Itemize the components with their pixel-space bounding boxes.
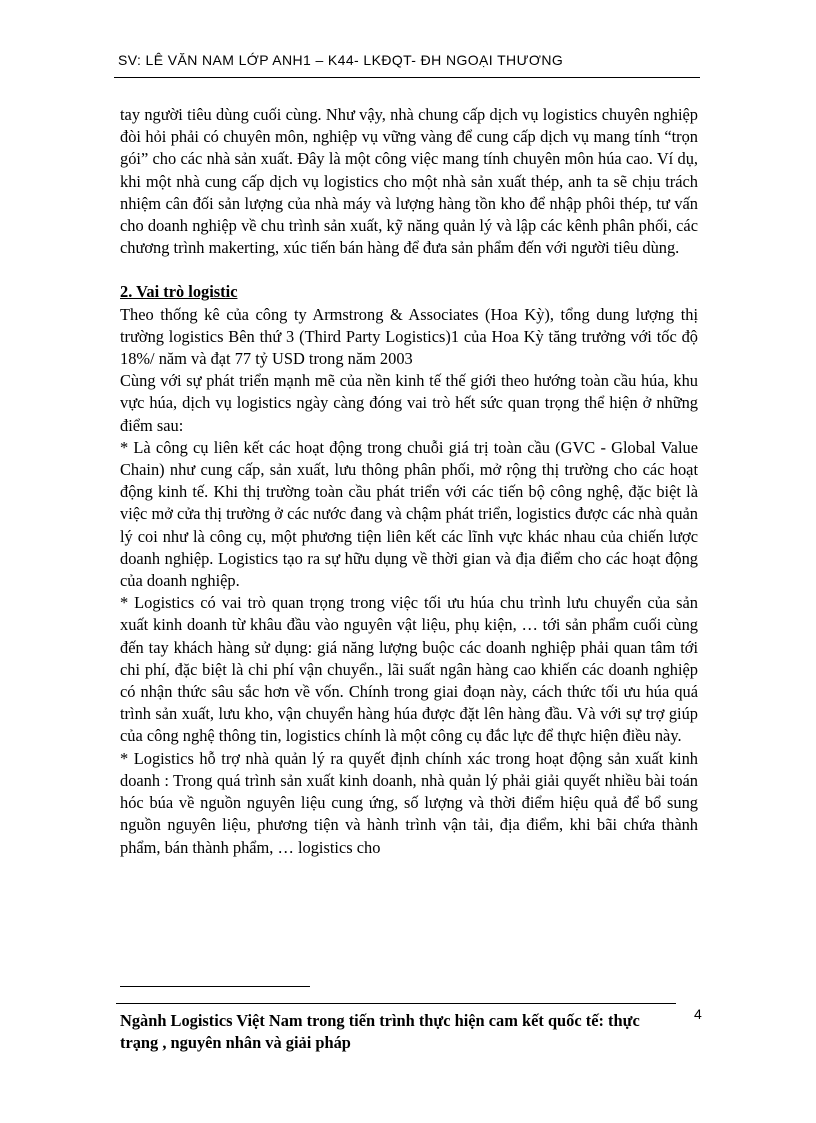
running-header: SV: LÊ VĂN NAM LỚP ANH1 – K44- LKĐQT- ĐH NGOẠI THƯƠNG xyxy=(118,52,564,68)
paragraph: * Logistics có vai trò quan trọng trong việc tối ưu húa chu trình lưu chuyển của sản xuất kinh doanh từ khâu đầu vào nguyên vật liệu, phụ kiện, … tới sản phẩm cuối cùng đến tay khách hàng sử dụng: giá năng lượng buộc các doanh nghiệp phải quan tâm tới chi phí, đặc biệt là chi phí vận chuyển., lãi suất ngân hàng cao khiến các doanh nghiệp có nhận thức sâu sắc hơn về vốn. Chính trong giai đoạn này, cách thức tối ưu húa quá trình sản xuất, lưu kho, vận chuyển hàng húa được đặt lên hàng đầu. Và với sự trợ giúp của công nghệ thông tin, logistics chính là một công cụ đắc lực để thực hiện điều này. xyxy=(120,593,698,746)
header-divider xyxy=(114,77,700,78)
section-heading: 2. Vai trò logistic xyxy=(120,282,238,302)
footer-divider xyxy=(116,1003,676,1004)
page-number: 4 xyxy=(694,1006,702,1022)
paragraph: * Là công cụ liên kết các hoạt động trong chuỗi giá trị toàn cầu (GVC - Global Value Chain) như cung cấp, sản xuất, lưu thông phân phối, mở rộng thị trường cho các hoạt động kinh tế. Khi thị trường toàn cầu phát triển với các tiến bộ công nghệ, đặc biệt là việc mở cửa thị trường ở các nước đang và chậm phát triển, logistics được các nhà quản lý coi như là công cụ, một phương tiện liên kết các lĩnh vực khác nhau của chiến lược doanh nghiệp. Logistics tạo ra sự hữu dụng về thời gian và địa điểm cho các hoạt động của doanh nghiệp. xyxy=(120,437,698,591)
paragraph: Cùng với sự phát triển mạnh mẽ của nền kinh tế thế giới theo hướng toàn cầu húa, khu vực húa, dịch vụ logistics ngày càng đóng vai trò hết sức quan trọng thể hiện ở những điểm sau: xyxy=(120,371,698,435)
paragraph: * Logistics hỗ trợ nhà quản lý ra quyết định chính xác trong hoạt động sản xuất kinh doanh : Trong quá trình sản xuất kinh doanh, nhà quản lý phải giải quyết nhiều bài toán hóc búa về nguồn nguyên liệu cung ứng, số lượng và thời điểm hiệu quả để bổ sung nguồn nguyên liệu, phương tiện và hành trình vận tải, địa điểm, khi bãi chứa thành phẩm, bán thành phẩm, … logistics cho xyxy=(120,748,698,857)
paragraph: tay người tiêu dùng cuối cùng. Như vậy, nhà chung cấp dịch vụ logistics chuyên nghiệp đòi hỏi phải có chuyên môn, nghiệp vụ vững vàng để cung cấp dịch vụ mang tính “trọn gói” cho các nhà sản xuất. Đây là một công việc mang tính chuyên môn húa cao. Ví dụ, khi một nhà cung cấp dịch vụ logistics cho một nhà sản xuất thép, anh ta sẽ chịu trách nhiệm cân đối sản lượng của nhà máy và lượng hàng tồn kho để nhập phôi thép, tư vấn cho doanh nghiệp về chu trình sản xuất, kỹ năng quản lý và lập các kênh phân phối, các chương trình makerting, xúc tiến bán hàng để đưa sản phẩm đến với người tiêu dùng. xyxy=(120,105,698,258)
paragraph: Theo thống kê của công ty Armstrong & Associates (Hoa Kỳ), tổng dung lượng thị trường logistics Bên thứ 3 (Third Party Logistics)1 của Hoa Kỳ tăng trưởng với tốc độ 18%/ năm và đạt 77 tỷ USD trong năm 2003 xyxy=(120,304,698,369)
footer-title: Ngành Logistics Việt Nam trong tiến trình thực hiện cam kết quốc tế: thực trạng , nguyên nhân và giải pháp xyxy=(120,1011,640,1052)
page-body xyxy=(120,104,698,859)
footnote-separator xyxy=(120,986,310,987)
